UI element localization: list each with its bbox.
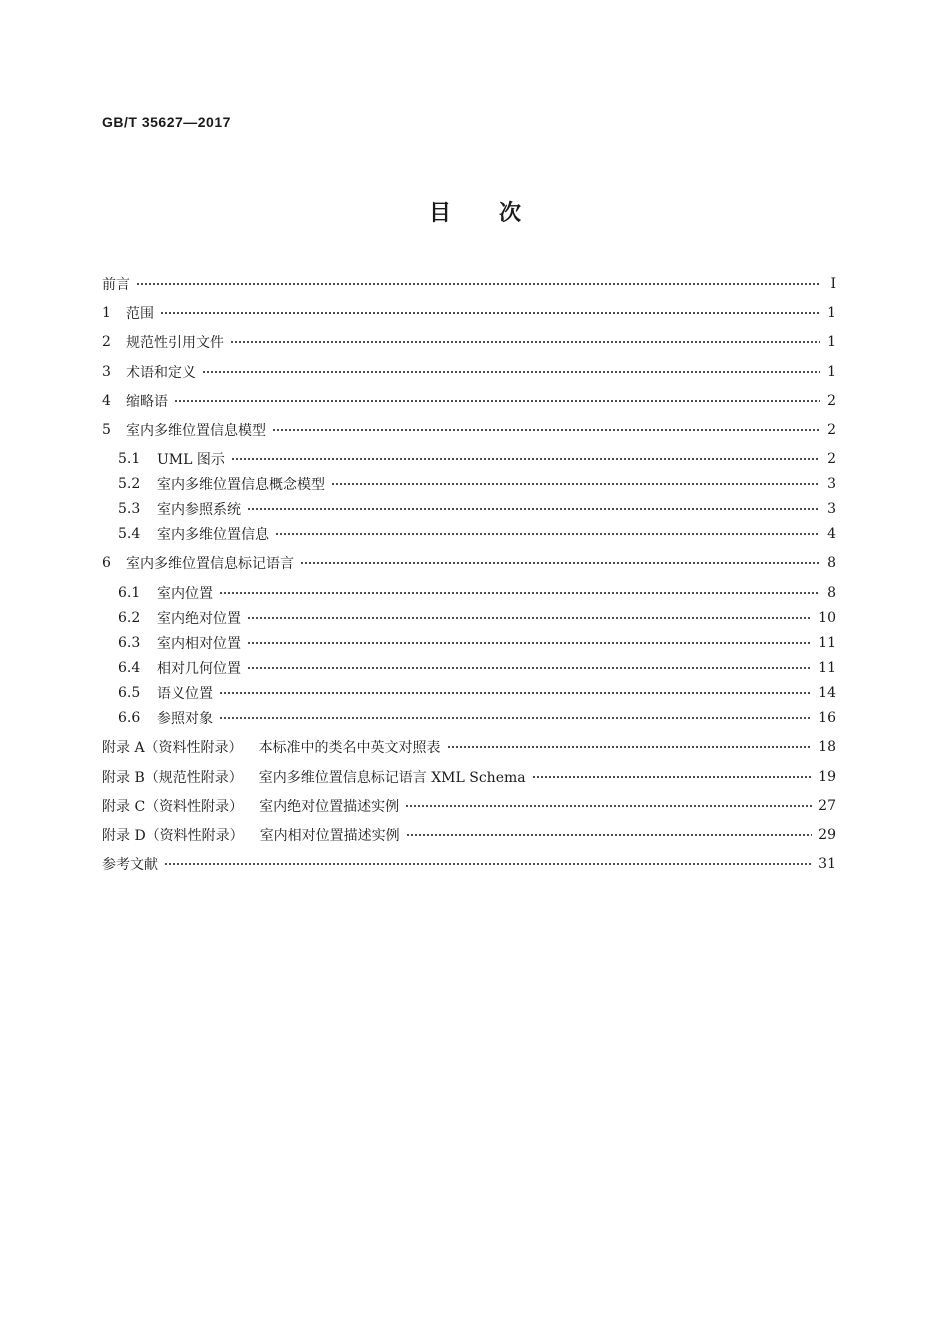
toc-entry-page: 1 [827, 305, 836, 321]
toc-entry-label: 规范性引用文件 [126, 335, 224, 351]
toc-entry-1[interactable] [102, 302, 836, 324]
toc-entry-6-5[interactable] [118, 682, 836, 704]
toc-entry-5-2[interactable] [118, 473, 836, 495]
toc-entry-page: 8 [827, 585, 836, 601]
toc-entry-number: 附录 D（资料性附录） [102, 828, 244, 844]
toc-entry-page: 1 [827, 364, 836, 380]
toc-entry-label: 前言 [102, 277, 130, 293]
toc-entry-label: 室内相对位置 [157, 636, 241, 652]
dot-leader [406, 830, 812, 840]
toc-entry-number: 5.1 [118, 451, 141, 467]
toc-entry-number: 附录 C（资料性附录） [102, 799, 244, 815]
dot-leader [272, 425, 820, 435]
toc-entry-page: 3 [827, 501, 836, 517]
toc-entry-label: UML 图示 [157, 452, 225, 468]
dot-leader [275, 529, 820, 539]
toc-entry-number: 附录 B（规范性附录） [102, 770, 243, 786]
toc-entry-label: 室内绝对位置描述实例 [259, 799, 400, 815]
toc-entry-number: 6.1 [118, 585, 141, 601]
toc-entry-number: 5.4 [118, 526, 141, 542]
dot-leader [247, 613, 812, 623]
toc-entry-6-2[interactable] [118, 607, 836, 629]
toc-entry-appendix-b[interactable] [102, 766, 836, 788]
toc-entry-appendix-c[interactable] [102, 795, 836, 817]
toc-entry-number: 6.4 [118, 660, 141, 676]
toc-entry-page: 10 [818, 610, 836, 626]
toc-entry-label: 室内绝对位置 [157, 611, 241, 627]
toc-entry-page: 2 [827, 393, 836, 409]
toc-entry-label: 相对几何位置 [157, 661, 241, 677]
toc-entry-number: 4 [102, 393, 111, 409]
toc-entry-page: 16 [818, 710, 836, 726]
dot-leader [447, 742, 813, 752]
toc-entry-page: 3 [827, 476, 836, 492]
toc-entry-label: 语义位置 [157, 686, 213, 702]
toc-entry-references[interactable] [102, 853, 836, 875]
dot-leader [219, 688, 812, 698]
dot-leader [405, 801, 812, 811]
toc-entry-number: 6.6 [118, 710, 141, 726]
toc-entry-number: 5 [102, 422, 111, 438]
toc-entry-number: 5.3 [118, 501, 141, 517]
toc-entry-number: 5.2 [118, 476, 141, 492]
dot-leader [230, 337, 820, 347]
toc-entry-page: 4 [827, 526, 836, 542]
toc-entry-label: 室内多维位置信息标记语言 XML Schema [258, 770, 526, 786]
dot-leader [247, 638, 812, 648]
toc-entry-6[interactable] [102, 552, 836, 574]
toc-entry-label: 范围 [126, 306, 154, 322]
toc-entry-6-6[interactable] [118, 707, 836, 729]
toc-entry-6-3[interactable] [118, 632, 836, 654]
dot-leader [247, 663, 812, 673]
toc-entry-page: 29 [818, 827, 836, 843]
toc-entry-page: 31 [818, 856, 836, 872]
toc-entry-appendix-d[interactable] [102, 824, 836, 846]
toc-entry-page: 14 [818, 685, 836, 701]
toc-entry-5-4[interactable] [118, 523, 836, 545]
toc-entry-page: 27 [818, 798, 836, 814]
dot-leader [247, 504, 820, 514]
toc-entry-number: 6.3 [118, 635, 141, 651]
toc-entry-page: 18 [818, 739, 836, 755]
toc-entry-number: 附录 A（资料性附录） [102, 740, 243, 756]
toc-entry-page: 19 [818, 769, 836, 785]
toc-entry-number: 6.5 [118, 685, 141, 701]
toc-entry-page: 1 [827, 334, 836, 350]
dot-leader [300, 558, 820, 568]
toc-entry-page: Ⅰ [830, 276, 836, 292]
dot-leader [231, 454, 820, 464]
toc-entry-5-3[interactable] [118, 498, 836, 520]
toc-entry-3[interactable] [102, 361, 836, 383]
toc-entry-6-4[interactable] [118, 657, 836, 679]
dot-leader [532, 772, 813, 782]
toc-entry-page: 2 [827, 451, 836, 467]
toc-entry-6-1[interactable] [118, 582, 836, 604]
toc-entry-foreword[interactable] [102, 273, 836, 295]
toc-entry-number: 3 [102, 364, 111, 380]
toc-entry-label: 缩略语 [126, 394, 168, 410]
toc-entry-5-1[interactable] [118, 448, 836, 470]
dot-leader [164, 859, 812, 869]
dot-leader [202, 367, 820, 377]
toc-title: 目次 [428, 201, 569, 226]
toc-entry-label: 室内参照系统 [157, 502, 241, 518]
toc-entry-label: 室内位置 [157, 586, 213, 602]
toc-entry-label: 室内多维位置信息模型 [126, 423, 266, 439]
toc-entry-label: 室内多维位置信息概念模型 [157, 477, 325, 493]
dot-leader [136, 279, 820, 289]
toc-entry-number: 6.2 [118, 610, 141, 626]
toc-entry-number: 6 [102, 555, 111, 571]
standard-code: GB/T 35627—2017 [102, 114, 231, 130]
toc-entry-label: 参考文献 [102, 857, 158, 873]
toc-entry-number: 1 [102, 305, 111, 321]
toc-entry-label: 本标准中的类名中英文对照表 [258, 740, 441, 756]
toc-entry-label: 室内多维位置信息 [157, 527, 269, 543]
toc-entry-label: 参照对象 [157, 711, 213, 727]
toc-entry-page: 2 [827, 422, 836, 438]
toc-entry-5[interactable] [102, 419, 836, 441]
dot-leader [174, 396, 820, 406]
dot-leader [160, 308, 820, 318]
toc-entry-page: 8 [827, 555, 836, 571]
toc-entry-4[interactable] [102, 390, 836, 412]
toc-entry-label: 术语和定义 [126, 365, 196, 381]
toc-entry-page: 11 [818, 660, 836, 676]
toc-entry-label: 室内多维位置信息标记语言 [126, 556, 294, 572]
dot-leader [219, 588, 820, 598]
toc-entry-2[interactable] [102, 331, 836, 353]
toc-entry-number: 2 [102, 334, 111, 350]
toc-entry-page: 11 [818, 635, 836, 651]
toc-entry-appendix-a[interactable] [102, 736, 836, 758]
toc-entry-label: 室内相对位置描述实例 [259, 828, 400, 844]
dot-leader [331, 479, 820, 489]
dot-leader [219, 713, 812, 723]
